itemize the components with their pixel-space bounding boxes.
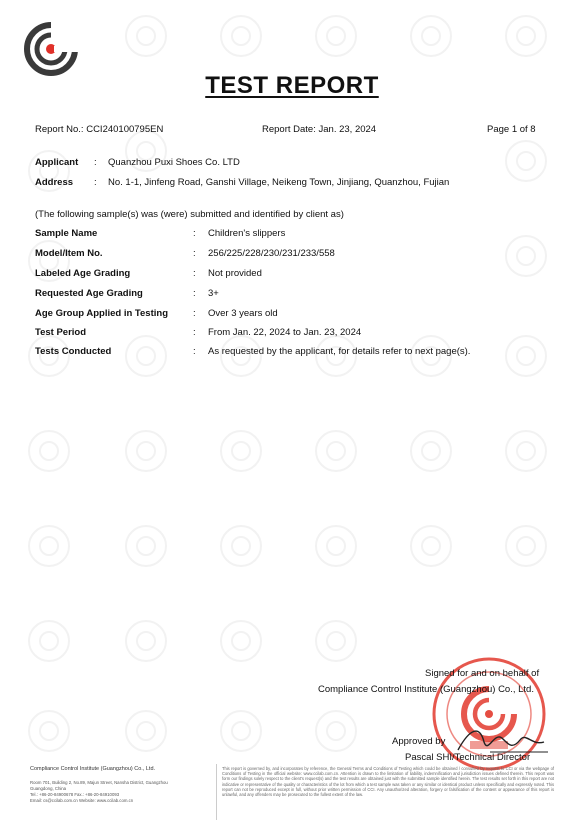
field-label: Test Period <box>35 327 87 338</box>
company-logo <box>24 22 78 76</box>
page-title: TEST REPORT <box>205 72 379 99</box>
field-label: Requested Age Grading <box>35 288 143 299</box>
field-colon: : <box>193 308 196 319</box>
institute-name: Compliance Control Institute (Guangzhou) Co., Ltd. <box>318 684 534 695</box>
footer-address-line: Room 701, Building 2, No.89, Majun Street, Nansha District, Guangzhou <box>30 780 168 785</box>
footer-divider <box>216 764 217 820</box>
footer-contact-line: Tel.: +86-20-84900678 Fax.: +86-20-84910093 <box>30 792 120 797</box>
page-number: Page 1 of 8 <box>487 124 536 135</box>
field-value: Over 3 years old <box>208 308 278 319</box>
field-label: Model/Item No. <box>35 248 103 259</box>
report-number: Report No.: CCI240100795EN <box>35 124 164 135</box>
address-colon: : <box>94 177 97 188</box>
intro-text: (The following sample(s) was (were) submitted and identified by client as) <box>35 209 344 220</box>
approved-by-label: Approved by <box>392 736 446 747</box>
field-label: Age Group Applied in Testing <box>35 308 168 319</box>
field-value: Children's slippers <box>208 228 286 239</box>
field-value: 256/225/228/230/231/233/558 <box>208 248 335 259</box>
applicant-label: Applicant <box>35 157 79 168</box>
applicant-colon: : <box>94 157 97 168</box>
report-date: Report Date: Jan. 23, 2024 <box>262 124 377 135</box>
field-colon: : <box>193 248 196 259</box>
field-value: Not provided <box>208 268 262 279</box>
signatory-name: Pascal SHI/Technical Director <box>405 752 531 763</box>
address-label: Address <box>35 177 74 188</box>
signed-for-text: Signed for and on behalf of <box>425 668 540 679</box>
field-value: From Jan. 22, 2024 to Jan. 23, 2024 <box>208 327 362 338</box>
footer-address-line: Guangdong, China <box>30 786 67 791</box>
applicant-value: Quanzhou Puxi Shoes Co. LTD <box>108 157 240 168</box>
field-value: 3+ <box>208 288 219 299</box>
address-value: No. 1-1, Jinfeng Road, Ganshi Village, Neikeng Town, Jinjiang, Quanzhou, Fujian <box>108 177 450 188</box>
field-label: Sample Name <box>35 228 98 239</box>
footer-legal-notice: This report is governed by, and incorporates by reference, the General Terms and Conditions of Testing which could be obtained / consulted by request to CCI or via the webpage of Conditions of Testing in the official website: www.ccilab.com.cn. Attention is drawn to the limitation of liability, indemnification and jurisdiction issues defined therein. This report was form our findings solely respect to the client's request(s) and the test results are obtained just with the submitted sample identified herein. The test results set forth in this report are not indicative or representative of the quality or characteristics of the lot from which a test sample was taken or any similar or identical product unless specifically and expressly noted. This report can not be reproduced except in full, without prior written permission of CCI. Any unauthorized alteration, forgery or falsification of the content or appearance of this report is unlawful, and any offenders may be prosecuted to the fullest extent of the law. <box>222 766 554 798</box>
field-colon: : <box>193 288 196 299</box>
field-colon: : <box>193 268 196 279</box>
field-colon: : <box>193 228 196 239</box>
footer-address <box>30 780 210 804</box>
field-label: Labeled Age Grading <box>35 268 131 279</box>
field-label: Tests Conducted <box>35 346 112 357</box>
field-value: As requested by the applicant, for details refer to next page(s). <box>208 346 471 357</box>
footer-company: Compliance Control Institute (Guangzhou) Co., Ltd. <box>30 766 156 772</box>
field-colon: : <box>193 327 196 338</box>
field-colon: : <box>193 346 196 357</box>
footer-contact-line: Email: cs@ccilab.com.cn Website: www.ccilab.com.cn <box>30 798 134 803</box>
